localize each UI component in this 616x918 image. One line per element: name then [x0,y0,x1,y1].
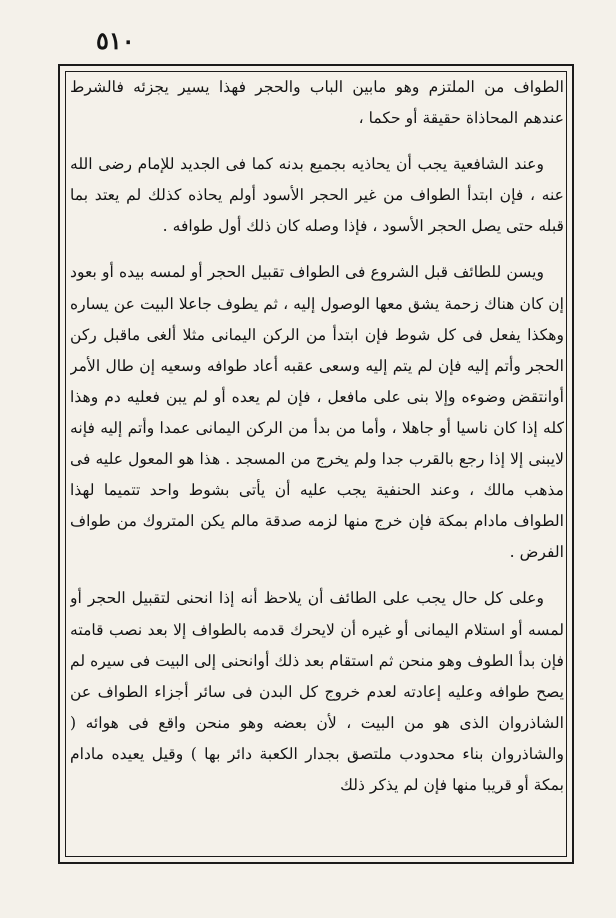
paragraph-3: ويسن للطائف قبل الشروع فى الطواف تقبيل الحجر أو لمسه بيده أو بعود إن كان هناك زحمة يشق معها الوصول إليه ، ثم يطوف جاعلا البيت عن يساره وهكذا يفعل فى كل شوط فإن ابتدأ من الركن اليمانى مثلا ألغى ماقبل ركن الحجر وأتم إليه فإن لم يتم إليه وسعى عقبه أعاد طوافه وسعيه إن طال الأمر أوانتقض وضوءه وإلا بنى على مافعل ، فإن لم يعده أو لم يبن فعليه دم وهذا كله إذا كان ناسيا أو جاهلا ، وأما من بدأ من الركن اليمانى عمدا وأتم إليه فإنه لايبنى إلا إذا رجع بالقرب جدا ولم يخرج من المسجد . هذا هو المعول عليه فى مذهب مالك ، وعند الحنفية يجب عليه أن يأتى بشوط واحد تتميما لهذا الطواف مادام بمكة فإن خرج منها لزمه صدقة مالم يكن المتروك من طواف الفرض . [70,263,564,562]
text-body [70,72,564,856]
paragraph-2: وعند الشافعية يجب أن يحاذيه بجميع بدنه كما فى الجديد للإمام رضى الله عنه ، فإن ابتدأ الطواف من غير الحجر الأسود أولم يحاذه كذلك لم يعتد بما قبله حتى يصل الحجر الأسود ، فإذا وصله كان ذلك أول طوافه . [70,155,564,236]
paragraph-4: وعلى كل حال يجب على الطائف أن يلاحظ أنه إذا انحنى لتقبيل الحجر أو لمسه أو استلام اليمانى أو غيره أن لايحرك قدمه بالطواف إلا بعد نصب قامته فإن بدأ الطوف وهو منحن ثم استقام بعد ذلك أوانحنى إلى البيت فى سيره لم يصح طوافه وعليه إعادته لعدم خروج كل البدن فى سائر أجزاء الطواف عن الشاذروان الذى هو من البيت ، لأن بعضه وهو منحن واقع فى هوائه ( والشاذروان بناء محدودب ملتصق بجدار الكعبة دائر بها ) وقيل يعيده مادام بمكة أو قريبا منها فإن لم يذكر ذلك [70,589,564,794]
paragraph-1: الطواف من الملتزم وهو مابين الباب والحجر فهذا يسير يجزئه فالشرط عندهم المحاذاة حقيقة أو حكما ، [70,78,564,128]
page-number: ٥١٠ [96,26,135,55]
